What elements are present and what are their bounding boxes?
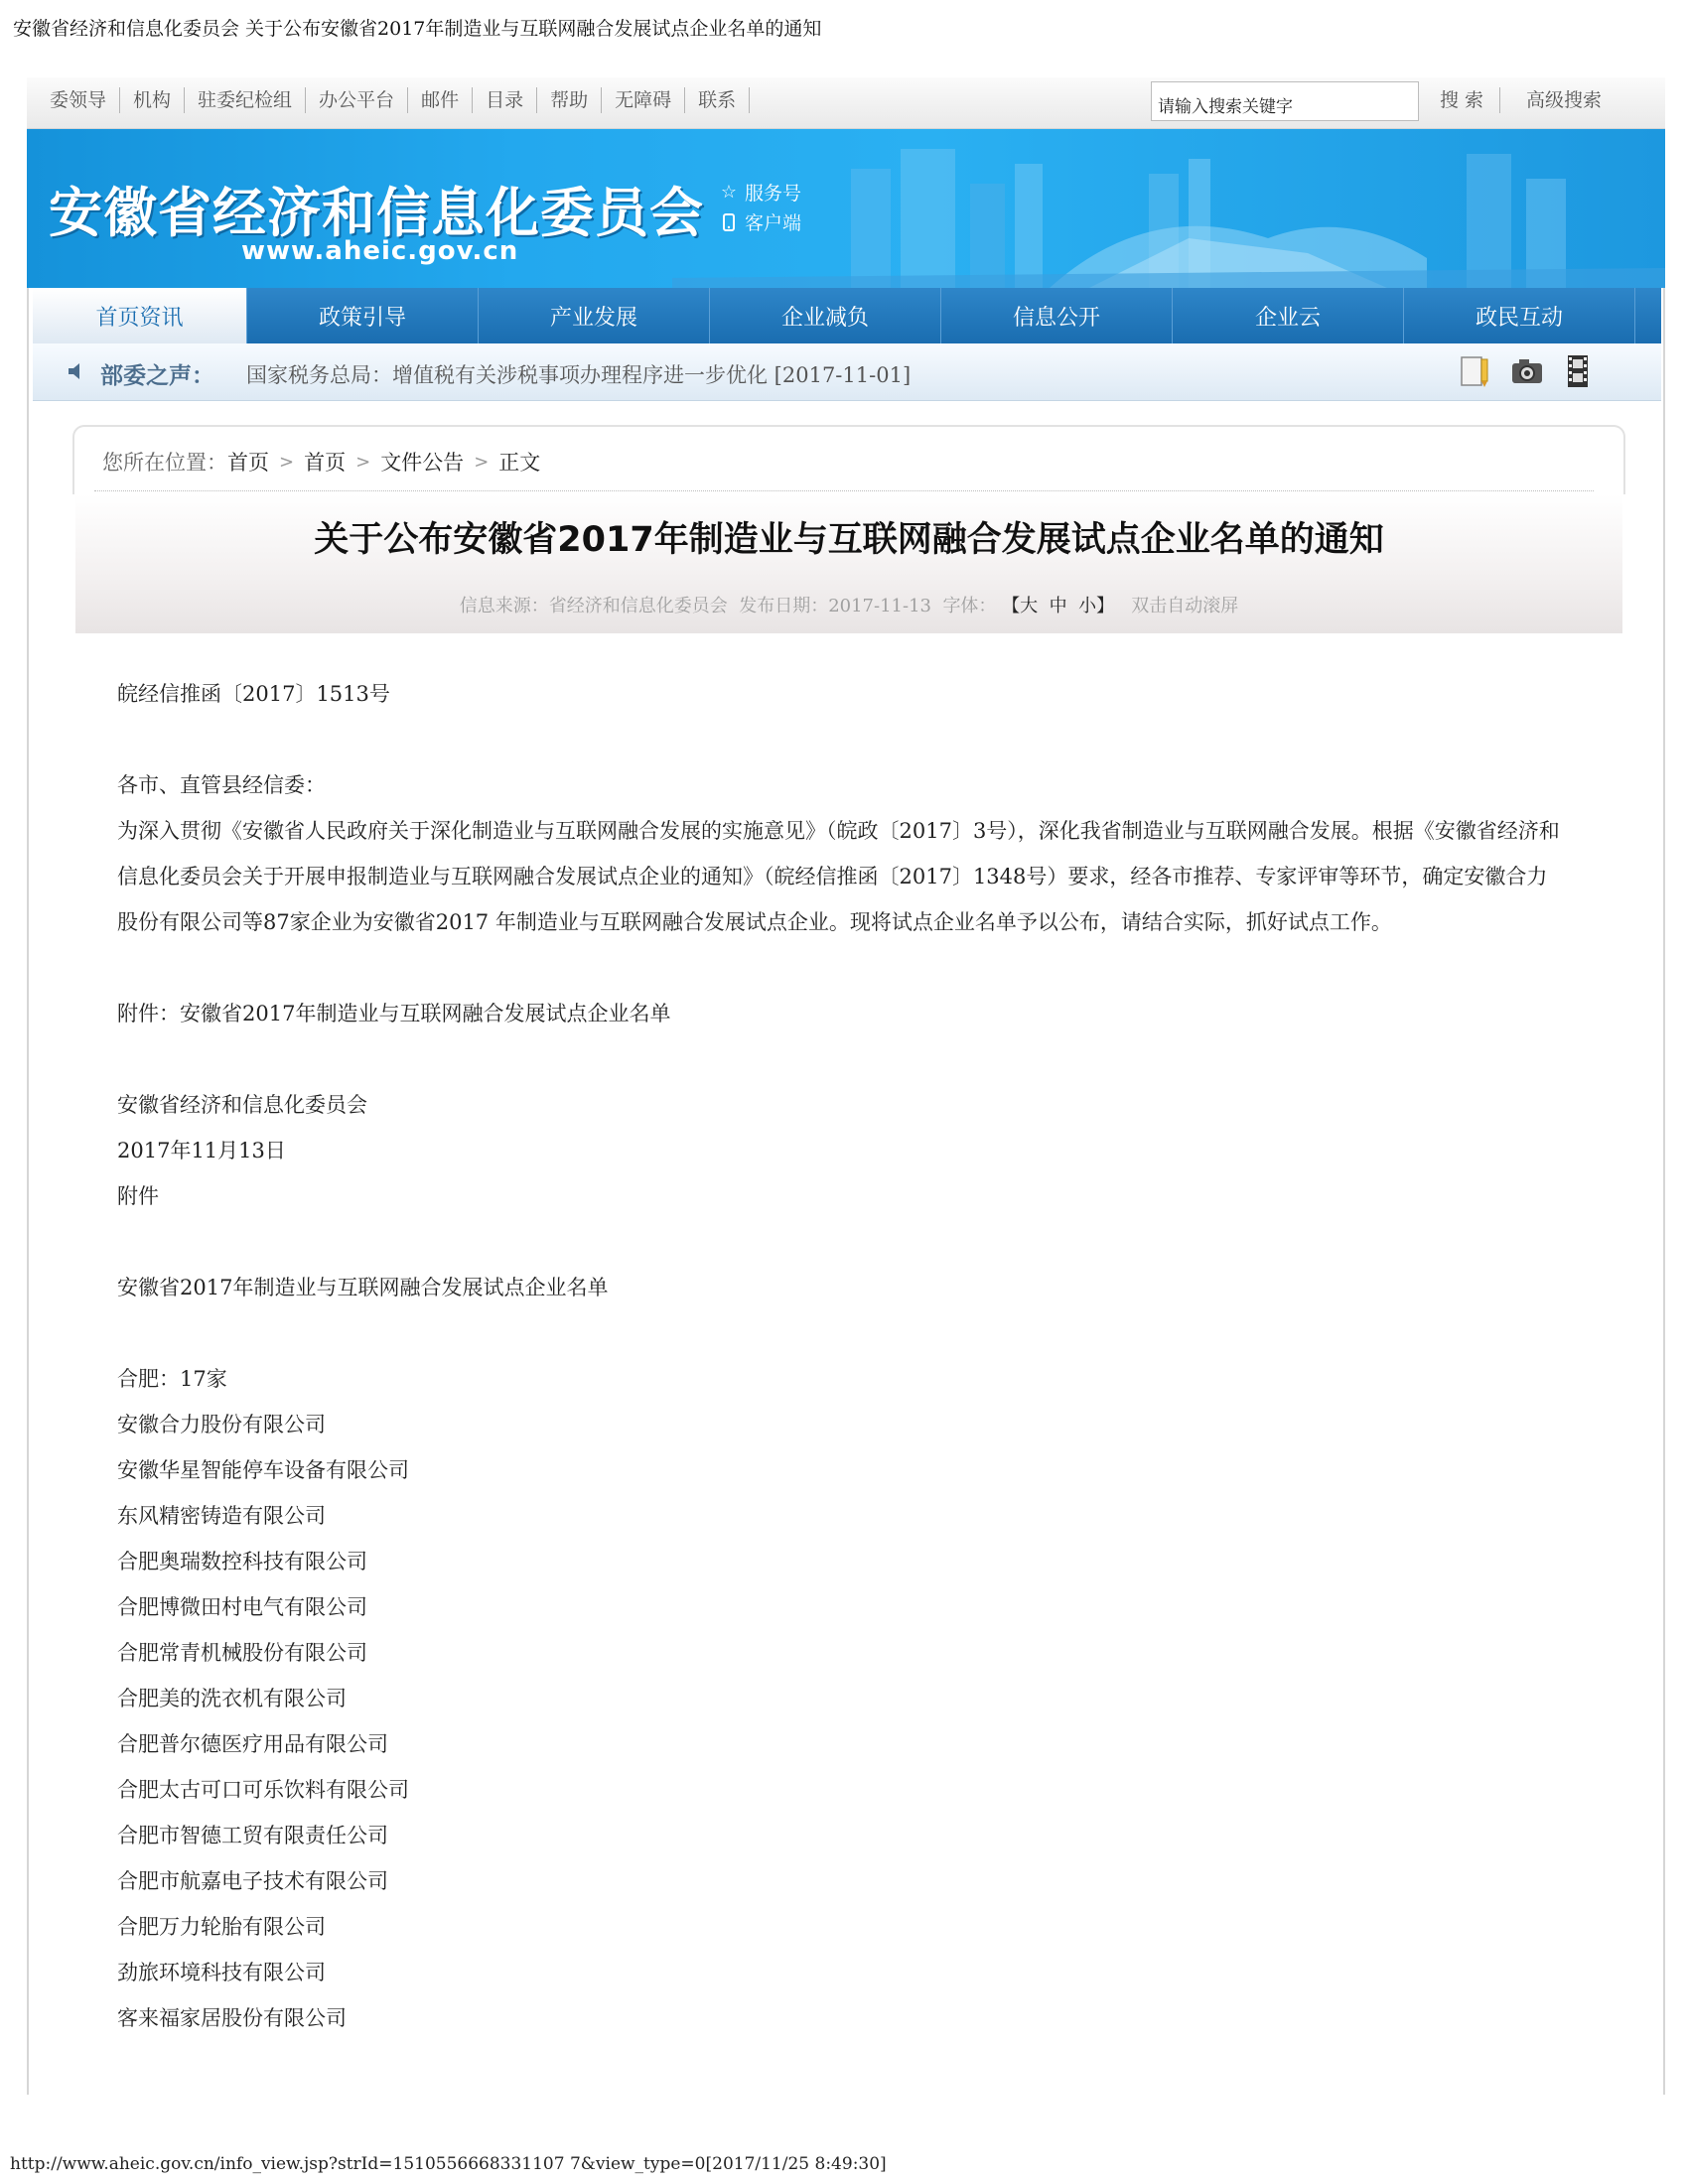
article-meta — [75, 592, 1622, 617]
nav-tab-enterprise-cloud[interactable]: 企业云 — [1173, 288, 1404, 343]
meta-date-label: 发布日期： — [739, 596, 829, 616]
search-button[interactable]: 搜索 — [1430, 87, 1500, 113]
auto-scroll-link[interactable]: 双击自动滚屏 — [1131, 596, 1239, 616]
breadcrumb — [102, 447, 540, 477]
nav-tab-public-interaction[interactable]: 政民互动 — [1404, 288, 1635, 343]
signature: 安徽省经济和信息化委员会 — [117, 1093, 367, 1117]
font-size-medium-button[interactable]: 中 — [1049, 596, 1067, 616]
list-item: 合肥博微田村电气有限公司 — [117, 1595, 367, 1619]
list-title: 安徽省2017年制造业与互联网融合发展试点企业名单 — [117, 1276, 609, 1299]
print-header-title: 安徽省经济和信息化委员会 关于公布安徽省2017年制造业与互联网融合发展试点企业名单的通知 — [13, 18, 822, 40]
breadcrumb-container — [72, 425, 1625, 494]
main-paragraph: 为深入贯彻《安徽省人民政府关于深化制造业与互联网融合发展的实施意见》（皖政〔2017〕3号），深化我省制造业与互联网融合发展。根据《安徽省经济和信息化委员会关于开展申报制造业与互联网融合发展试点企业的通知》（皖经信推函〔2017〕1348号）要求，经各市推荐、专家评审等环节，确定安徽合力股份有限公司等87家企业为安徽省2017 年制造业与互联网融合发展试点企业。现将试点企业名单予以公布，请结合实际，抓好试点工作。 — [117, 819, 1560, 934]
city-skyline-graphic — [672, 129, 1665, 288]
service-account-label: 服务号 — [745, 183, 802, 205]
font-size-bracket-close: 】 — [1096, 596, 1115, 616]
list-item: 合肥市智德工贸有限责任公司 — [117, 1824, 388, 1847]
main-navigation — [33, 288, 1661, 343]
mobile-phone-icon — [719, 212, 739, 232]
site-name[interactable]: 安徽省经济和信息化委员会 — [49, 181, 704, 244]
list-item: 劲旅环境科技有限公司 — [117, 1961, 326, 1984]
list-item: 合肥常青机械股份有限公司 — [117, 1641, 367, 1665]
advanced-search-link[interactable]: 高级搜索 — [1526, 89, 1603, 111]
top-link-contact[interactable]: 联系 — [685, 87, 750, 113]
list-item: 安徽合力股份有限公司 — [117, 1413, 326, 1436]
city-heading: 合肥：17家 — [117, 1367, 227, 1391]
notice-label: 部委之声： — [100, 362, 214, 389]
list-item: 合肥美的洗衣机有限公司 — [117, 1687, 347, 1710]
speaker-icon — [67, 360, 86, 382]
top-link-discipline-group[interactable]: 驻委纪检组 — [185, 87, 306, 113]
list-item: 合肥太古可口可乐饮料有限公司 — [117, 1778, 409, 1802]
sign-date: 2017年11月13日 — [117, 1139, 286, 1162]
meta-source-label: 信息来源： — [459, 596, 549, 616]
top-link-leaders[interactable]: 委领导 — [37, 87, 120, 113]
font-size-small-button[interactable]: 小 — [1078, 596, 1097, 616]
font-size-large-button[interactable]: 大 — [1020, 596, 1039, 616]
notice-bar — [33, 343, 1661, 401]
client-app-link[interactable] — [719, 208, 801, 235]
breadcrumb-prefix: 您所在位置： — [102, 451, 227, 475]
top-link-help[interactable]: 帮助 — [537, 87, 602, 113]
top-links — [37, 87, 750, 113]
site-banner — [27, 129, 1665, 288]
top-link-organization[interactable]: 机构 — [120, 87, 185, 113]
service-account-link[interactable] — [719, 179, 801, 205]
camera-icon[interactable] — [1509, 353, 1545, 389]
nav-tab-enterprise-burden-reduction[interactable]: 企业减负 — [710, 288, 941, 343]
chevron-right-icon: > — [474, 451, 490, 473]
site-url: www.aheic.gov.cn — [241, 236, 519, 266]
list-item: 合肥奥瑞数控科技有限公司 — [117, 1550, 367, 1573]
blank-line — [117, 945, 1567, 991]
doc-number: 皖经信推函〔2017〕1513号 — [117, 682, 390, 706]
film-strip-icon[interactable] — [1560, 353, 1596, 389]
nav-tab-information-disclosure[interactable]: 信息公开 — [941, 288, 1173, 343]
chevron-right-icon: > — [355, 451, 371, 473]
list-item: 东风精密铸造有限公司 — [117, 1504, 326, 1528]
meta-font-label: 字体： — [942, 596, 997, 616]
blank-line — [117, 1036, 1567, 1082]
breadcrumb-divider — [94, 490, 1594, 491]
nav-tab-policy-guidance[interactable]: 政策引导 — [247, 288, 479, 343]
breadcrumb-home-2[interactable]: 首页 — [304, 451, 347, 475]
addressee: 各市、直管县经信委： — [117, 773, 326, 797]
nav-tab-industry-development[interactable]: 产业发展 — [479, 288, 710, 343]
chevron-right-icon: > — [279, 451, 295, 473]
list-item: 合肥市航嘉电子技术有限公司 — [117, 1869, 388, 1893]
article-header — [75, 494, 1622, 633]
list-item: 安徽华星智能停车设备有限公司 — [117, 1458, 409, 1482]
list-item: 合肥万力轮胎有限公司 — [117, 1915, 326, 1939]
font-size-bracket-open: 【 — [1002, 596, 1021, 616]
article-body — [117, 671, 1567, 2041]
star-icon: ☆ — [720, 182, 738, 203]
client-app-label: 客户端 — [745, 212, 802, 234]
top-link-office-platform[interactable]: 办公平台 — [306, 87, 408, 113]
breadcrumb-announcements[interactable]: 文件公告 — [380, 451, 465, 475]
top-link-accessibility[interactable]: 无障碍 — [602, 87, 685, 113]
blank-line — [117, 1219, 1567, 1265]
article-title: 关于公布安徽省2017年制造业与互联网融合发展试点企业名单的通知 — [314, 520, 1384, 560]
breadcrumb-home[interactable]: 首页 — [227, 451, 269, 475]
list-item: 客来福家居股份有限公司 — [117, 2006, 347, 2030]
blank-line — [117, 1310, 1567, 1356]
attachment-heading: 附件 — [117, 1184, 159, 1208]
breadcrumb-current: 正文 — [498, 451, 541, 475]
meta-source: 省经济和信息化委员会 — [548, 596, 728, 616]
print-footer-url: http://www.aheic.gov.cn/info_view.jsp?strId=1510556668331107 7&view_type=0[2017/11/25 8:49:30] — [10, 2154, 887, 2174]
nav-tab-home-news[interactable]: 首页资讯 — [33, 288, 247, 343]
top-link-mail[interactable]: 邮件 — [408, 87, 473, 113]
notice-headline-link[interactable]: 国家税务总局：增值税有关涉税事项办理程序进一步优化 [2017-11-01] — [246, 363, 912, 387]
blank-line — [117, 717, 1567, 762]
top-link-directory[interactable]: 目录 — [473, 87, 537, 113]
notebook-icon[interactable] — [1458, 353, 1493, 389]
attachment-line: 附件：安徽省2017年制造业与互联网融合发展试点企业名单 — [117, 1002, 671, 1025]
search-input[interactable]: 请输入搜索关键字 — [1151, 81, 1419, 121]
top-utility-bar — [27, 77, 1665, 129]
list-item: 合肥普尔德医疗用品有限公司 — [117, 1732, 388, 1756]
meta-date: 2017-11-13 — [828, 596, 931, 616]
